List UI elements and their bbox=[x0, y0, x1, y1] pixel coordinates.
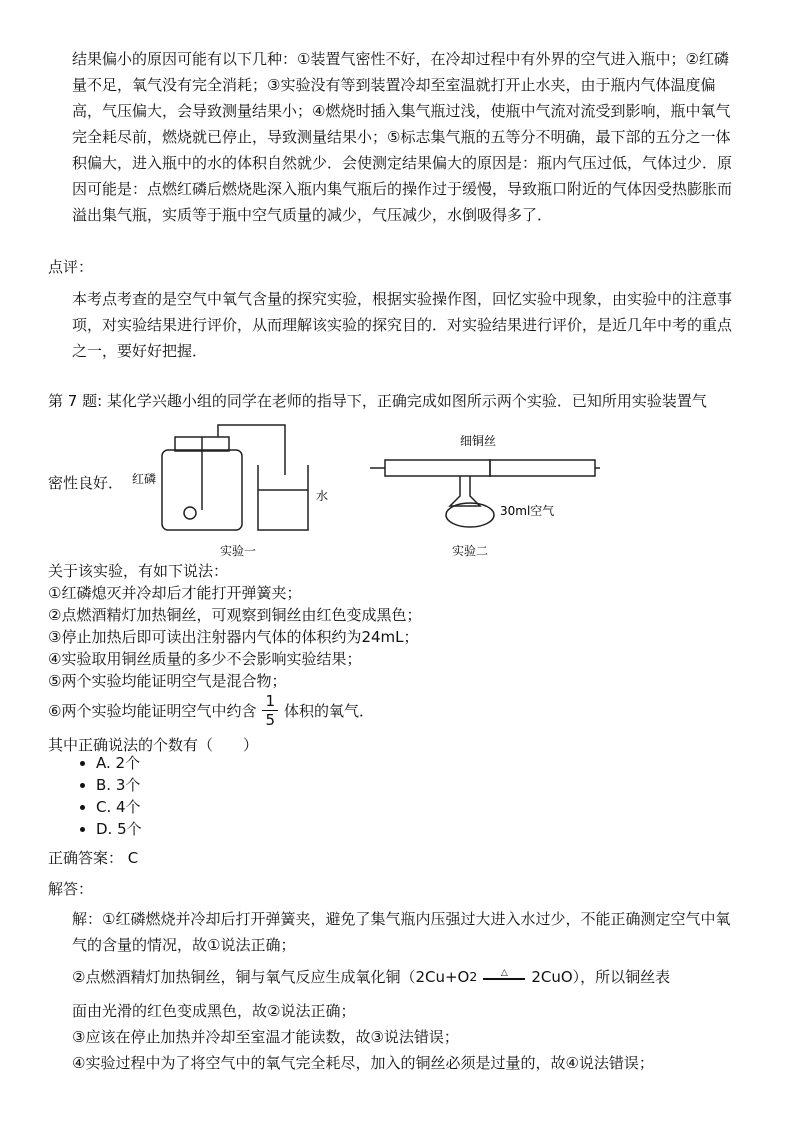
statement-5: ⑤两个实验均能证明空气是混合物； bbox=[48, 672, 287, 690]
option-c[interactable]: • C. 4个 bbox=[96, 796, 142, 818]
equation-arrow: △ bbox=[481, 968, 527, 990]
fraction: 1 5 bbox=[262, 692, 278, 729]
solution-label: 解答： bbox=[48, 880, 94, 898]
options bbox=[56, 752, 142, 840]
option-a[interactable]: • A. 2个 bbox=[96, 752, 142, 774]
statement-4: ④实验取用铜丝质量的多少不会影响实验结果； bbox=[48, 650, 362, 668]
question-stem: 第 7 题: 某化学兴趣小组的同学在老师的指导下，正确完成如图所示两个实验．已知所用实验装置气 bbox=[48, 392, 707, 410]
label-copper-wire: 细铜丝 bbox=[460, 434, 497, 448]
question-stem-cont: 密性良好． bbox=[48, 474, 124, 492]
option-b[interactable]: • B. 3个 bbox=[96, 774, 142, 796]
comment-label: 点评： bbox=[48, 258, 94, 276]
statement-2: ②点燃酒精灯加热铜丝，可观察到铜丝由红色变成黑色； bbox=[48, 606, 422, 624]
solution-2: ②点燃酒精灯加热铜丝，铜与氧气反应生成氧化铜（2Cu+O 2 △ 2CuO），所以铜丝表 bbox=[72, 964, 732, 990]
label-exp-2: 实验二 bbox=[452, 544, 489, 558]
solution-4: ④实验过程中为了将空气中的氧气完全耗尽，加入的铜丝必须是过量的，故④说法错误； bbox=[72, 1054, 654, 1072]
experiment-figure bbox=[130, 415, 600, 565]
solution-3: ③应该在停止加热并冷却至室温才能读数，故③说法错误； bbox=[72, 1028, 459, 1046]
statement-3: ③停止加热后即可读出注射器内气体的体积约为24mL； bbox=[48, 628, 419, 646]
comment-text: 本考点考查的是空气中氧气含量的探究实验，根据实验操作图，回忆实验中现象，由实验中的注意事项，对实验结果进行评价，从而理解该实验的探究目的．对实验结果进行评价，是近几年中考的重点之一，要好好把握． bbox=[72, 290, 733, 360]
question-ask: 其中正确说法的个数有（ ） bbox=[48, 736, 259, 754]
label-exp-1: 实验一 bbox=[220, 544, 257, 558]
label-air-volume: 30ml空气 bbox=[500, 504, 555, 518]
solution-2-cont: 面由光滑的红色变成黑色，故②说法正确； bbox=[72, 1002, 356, 1020]
correct-answer: 正确答案： C bbox=[48, 849, 139, 867]
statement-intro: 关于该实验，有如下说法： bbox=[48, 562, 229, 580]
statements bbox=[48, 560, 421, 692]
label-red-phosphorus: 红磷 bbox=[132, 472, 157, 486]
label-water: 水 bbox=[316, 489, 329, 503]
statement-1: ①红磷熄灭并冷却后才能打开弹簧夹； bbox=[48, 584, 302, 602]
option-d[interactable]: • D. 5个 bbox=[96, 818, 142, 840]
explanation-paragraph: 结果偏小的原因可能有以下几种：①装置气密性不好，在冷却过程中有外界的空气进入瓶中；②红磷量不足，氧气没有完全消耗；③实验没有等到装置冷却至室温就打开止水夹，由于瓶内气体温度偏高，气压偏大，会导致测量结果小；④燃烧时插入集气瓶过浅，使瓶中气流对流受到影响，瓶中氧气完全耗尽前，燃烧就已停止，导致测量结果小；⑤标志集气瓶的五等分不明确，最下部的五分之一体积偏大，进入瓶中的水的体积自然就少．会使测定结果偏大的原因是：瓶内气压过低，气体过少．原因可能是：点燃红磷后燃烧匙深入瓶内集气瓶后的操作过于缓慢，导致瓶口附近的气体因受热膨胀而溢出集气瓶，实质等于瓶中空气质量的减少，气压减少，水倒吸得多了． bbox=[72, 50, 733, 224]
statement-6: ⑥两个实验均能证明空气中约含 1 5 体积的氧气． bbox=[48, 692, 375, 729]
solution-1: 解：①红磷燃烧并冷却后打开弹簧夹，避免了集气瓶内压强过大进入水过少，不能正确测定空气中氧气的含量的情况，故①说法正确； bbox=[72, 910, 731, 954]
